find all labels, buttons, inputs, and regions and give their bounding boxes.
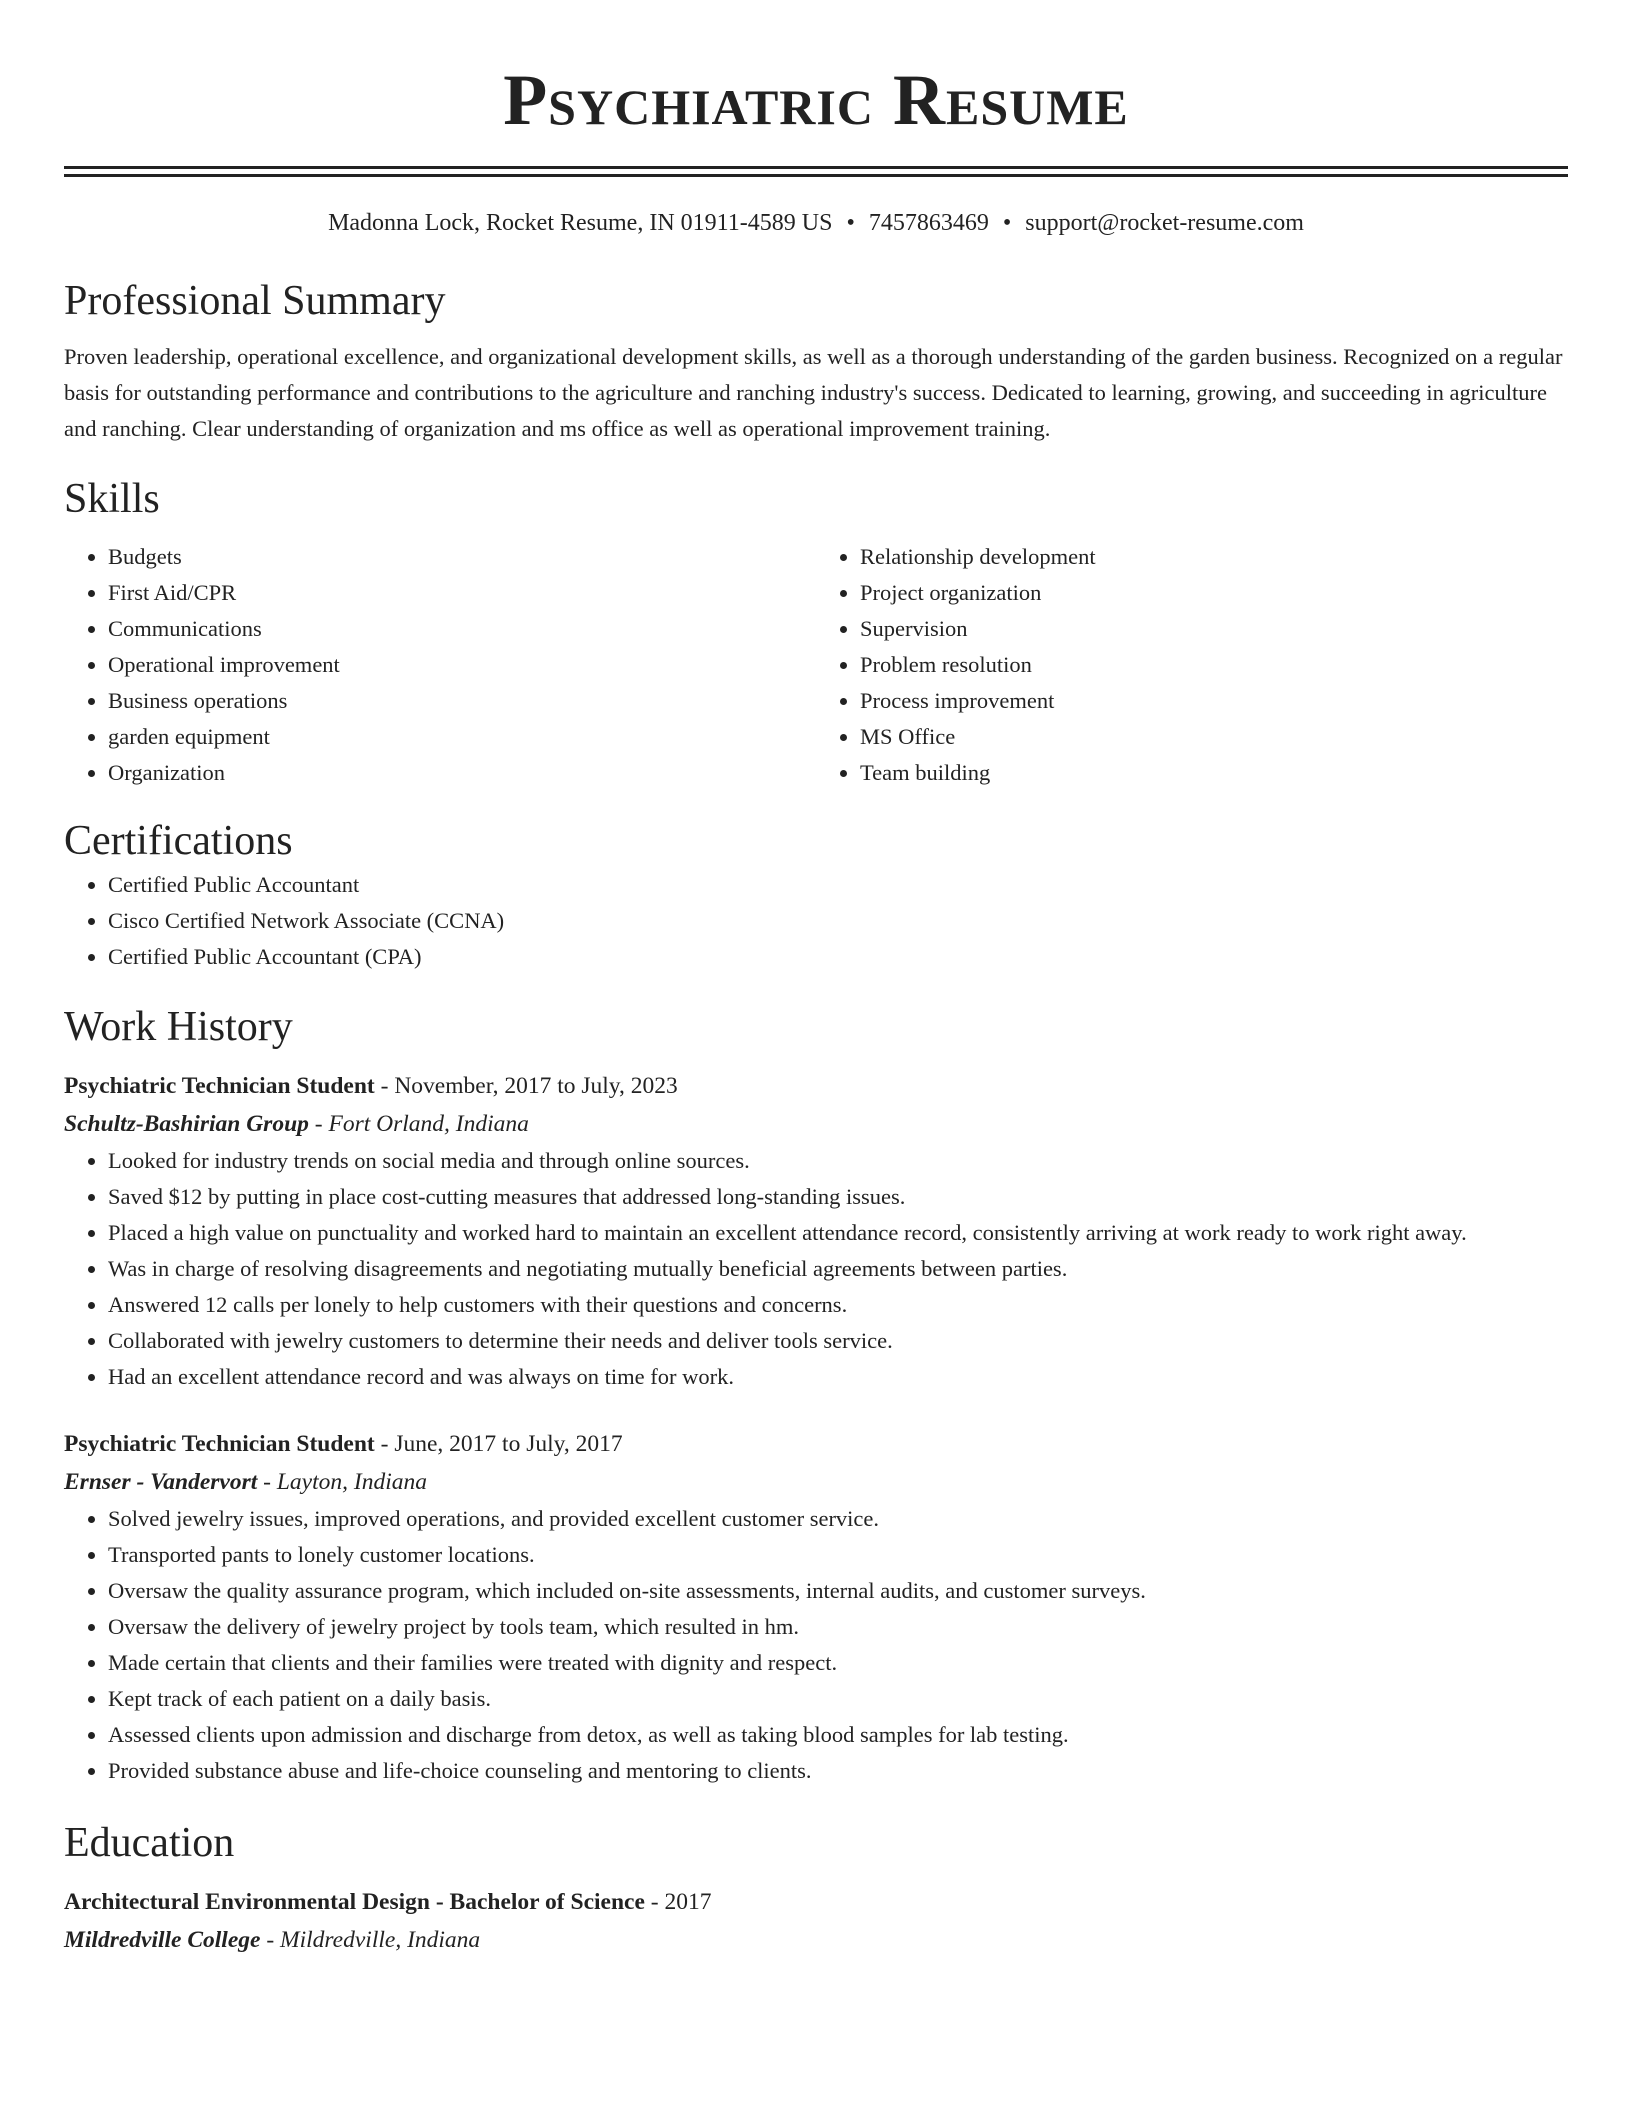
job-bullet: • Answered 12 calls per lonely to help customers with their questions and concerns. <box>108 1287 1568 1323</box>
certifications-heading: Certifications <box>64 818 293 864</box>
job-bullet: • Placed a high value on punctuality and worked hard to maintain an excellent attendance record, consistently arriving at work ready to work right away. <box>108 1215 1568 1251</box>
education-heading: Education <box>64 1820 235 1866</box>
job-bullet: • Collaborated with jewelry customers to determine their needs and deliver tools service. <box>108 1323 1568 1359</box>
certification-item: • Certified Public Accountant (CPA) <box>108 939 1568 975</box>
contact-phone: 7457863469 <box>868 210 989 236</box>
job-bullet: • Saved $12 by putting in place cost-cutting measures that addressed long-standing issues. <box>108 1179 1568 1215</box>
education-school-line <box>64 1921 1568 1959</box>
education-location: - Mildredville, Indiana <box>260 1927 481 1953</box>
job-bullet: • Provided substance abuse and life-choice counseling and mentoring to clients. <box>108 1753 1568 1789</box>
job-bullet: • Oversaw the quality assurance program, which included on-site assessments, internal audits, and customer surveys. <box>108 1573 1568 1609</box>
job-bullets <box>64 1501 1568 1789</box>
job-bullet: • Oversaw the delivery of jewelry project by tools team, which resulted in hm. <box>108 1609 1568 1645</box>
education-year: - 2017 <box>644 1889 712 1915</box>
job-bullet: • Made certain that clients and their families were treated with dignity and respect. <box>108 1645 1568 1681</box>
job-entry <box>64 1425 1568 1789</box>
education-degree: Architectural Environmental Design - Bachelor of Science <box>64 1889 645 1915</box>
resume-title: Psychiatric Resume <box>503 60 1129 140</box>
job-company: Ernser - Vandervort <box>64 1469 258 1495</box>
title-divider <box>64 166 1568 177</box>
skill-item: • Process improvement <box>860 683 1568 719</box>
job-location: - Fort Orland, Indiana <box>308 1111 529 1137</box>
job-title: Psychiatric Technician Student <box>64 1431 375 1457</box>
skill-item: • Project organization <box>860 575 1568 611</box>
skills-left-list <box>64 539 816 791</box>
certification-item: • Cisco Certified Network Associate (CCNA) <box>108 903 1568 939</box>
skills-right-list <box>816 539 1568 791</box>
job-company: Schultz-Bashirian Group <box>64 1111 309 1137</box>
job-bullet: • Was in charge of resolving disagreements and negotiating mutually beneficial agreements between parties. <box>108 1251 1568 1287</box>
work-history-heading: Work History <box>64 1004 293 1050</box>
job-location: - Layton, Indiana <box>257 1469 427 1495</box>
contact-line <box>64 207 1568 239</box>
skill-item: • Budgets <box>108 539 816 575</box>
contact-separator: • <box>1002 210 1012 236</box>
job-company-line <box>64 1105 1568 1143</box>
contact-separator: • <box>846 210 855 236</box>
skill-item: • Organization <box>108 755 816 791</box>
skill-item: • Business operations <box>108 683 816 719</box>
job-bullet: • Assessed clients upon admission and discharge from detox, as well as taking blood samples for lab testing. <box>108 1717 1568 1753</box>
job-bullet: • Solved jewelry issues, improved operations, and provided excellent customer service. <box>108 1501 1568 1537</box>
skill-item: • Relationship development <box>860 539 1568 575</box>
job-title: Psychiatric Technician Student <box>64 1073 375 1099</box>
skill-item: • Communications <box>108 611 816 647</box>
job-bullet: • Transported pants to lonely customer locations. <box>108 1537 1568 1573</box>
skill-item: • Problem resolution <box>860 647 1568 683</box>
job-bullet: • Looked for industry trends on social media and through online sources. <box>108 1143 1568 1179</box>
skill-item: • First Aid/CPR <box>108 575 816 611</box>
skill-item: • Operational improvement <box>108 647 816 683</box>
summary-heading: Professional Summary <box>64 278 446 324</box>
skills-columns <box>64 539 1568 791</box>
job-bullets <box>64 1143 1568 1395</box>
job-dates: - June, 2017 to July, 2017 <box>374 1431 623 1457</box>
education-header <box>64 1883 1568 1921</box>
skill-item: • MS Office <box>860 719 1568 755</box>
education-school: Mildredville College <box>64 1927 261 1953</box>
skill-item: • garden equipment <box>108 719 816 755</box>
contact-address: Madonna Lock, Rocket Resume, IN 01911-4589 US <box>328 210 833 236</box>
certification-item: • Certified Public Accountant <box>108 867 1568 903</box>
job-entry <box>64 1067 1568 1395</box>
skill-item: • Supervision <box>860 611 1568 647</box>
job-company-line <box>64 1463 1568 1501</box>
skill-item: • Team building <box>860 755 1568 791</box>
job-header <box>64 1067 1568 1105</box>
job-dates: - November, 2017 to July, 2023 <box>374 1073 678 1099</box>
summary-text: Proven leadership, operational excellence, and organizational development skills, as well as a thorough understanding of the garden business. Recognized on a regular basis for outstanding performance and contributions to the agriculture and ranching industry's success. Dedicated to learning, growing, and succeeding in agriculture and ranching. Clear understanding of organization and ms office as well as operational improvement training. <box>64 344 1563 441</box>
job-header <box>64 1425 1568 1463</box>
certifications-list <box>64 867 1568 975</box>
job-bullet: • Had an excellent attendance record and was always on time for work. <box>108 1359 1568 1395</box>
contact-email: support@rocket-resume.com <box>1025 210 1304 236</box>
job-bullet: • Kept track of each patient on a daily basis. <box>108 1681 1568 1717</box>
skills-heading: Skills <box>64 476 160 522</box>
